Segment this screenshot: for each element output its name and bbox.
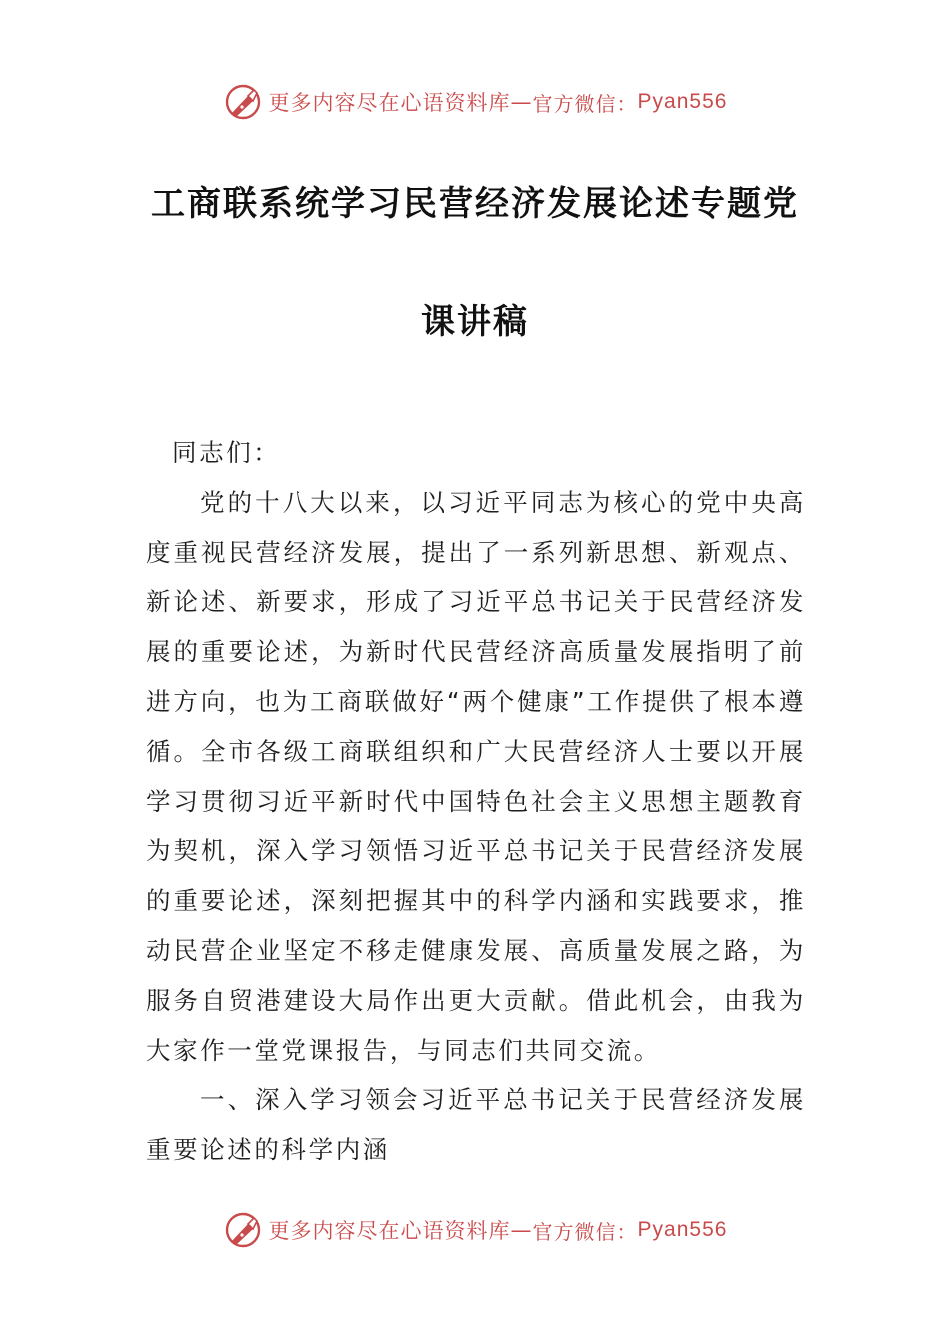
document-title-line1: 工商联系统学习民营经济发展论述专题党: [151, 184, 799, 224]
header-watermark: [0, 80, 950, 124]
watermark-wechat-label: 官方微信：: [532, 1219, 638, 1244]
pen-logo-icon: [223, 82, 263, 122]
document-body: [146, 428, 806, 1175]
watermark-text: 更多内容尽在心语资料库: [268, 91, 511, 115]
paragraph-intro: 党的十八大以来，以习近平同志为核心的党中央高度重视民营经济发展，提出了一系列新思想、新观点、新论述、新要求，形成了习近平总书记关于民营经济发展的重要论述，为新时代民营经济高质量发展指明了前进方向，也为工商联做好“两个健康”工作提供了根本遵循。全市各级工商联组织和广大民营经济人士要以开展学习贯彻习近平新时代中国特色社会主义思想主题教育为契机，深入学习领悟习近平总书记关于民营经济发展的重要论述，深刻把握其中的科学内涵和实践要求，推动民营企业坚定不移走健康发展、高质量发展之路，为服务自贸港建设大局作出更大贡献。借此机会，由我为大家作一堂党课报告，与同志们共同交流。: [146, 487, 806, 1065]
watermark-wechat-id: Pyan556: [637, 1218, 728, 1241]
footer-watermark: [0, 1208, 950, 1252]
watermark-wechat-label: 官方微信：: [532, 91, 638, 116]
greeting: 同志们：: [172, 438, 281, 467]
document-title-line2: 课讲稿: [421, 302, 529, 342]
watermark-dash: —: [510, 90, 533, 114]
section-heading-1: 一、深入学习领会习近平总书记关于民营经济发展重要论述的科学内涵: [146, 1085, 806, 1165]
watermark-dash: —: [510, 1218, 533, 1242]
pen-logo-icon: [223, 1210, 263, 1250]
watermark-wechat-id: Pyan556: [637, 90, 728, 113]
watermark-text: 更多内容尽在心语资料库: [268, 1219, 511, 1243]
